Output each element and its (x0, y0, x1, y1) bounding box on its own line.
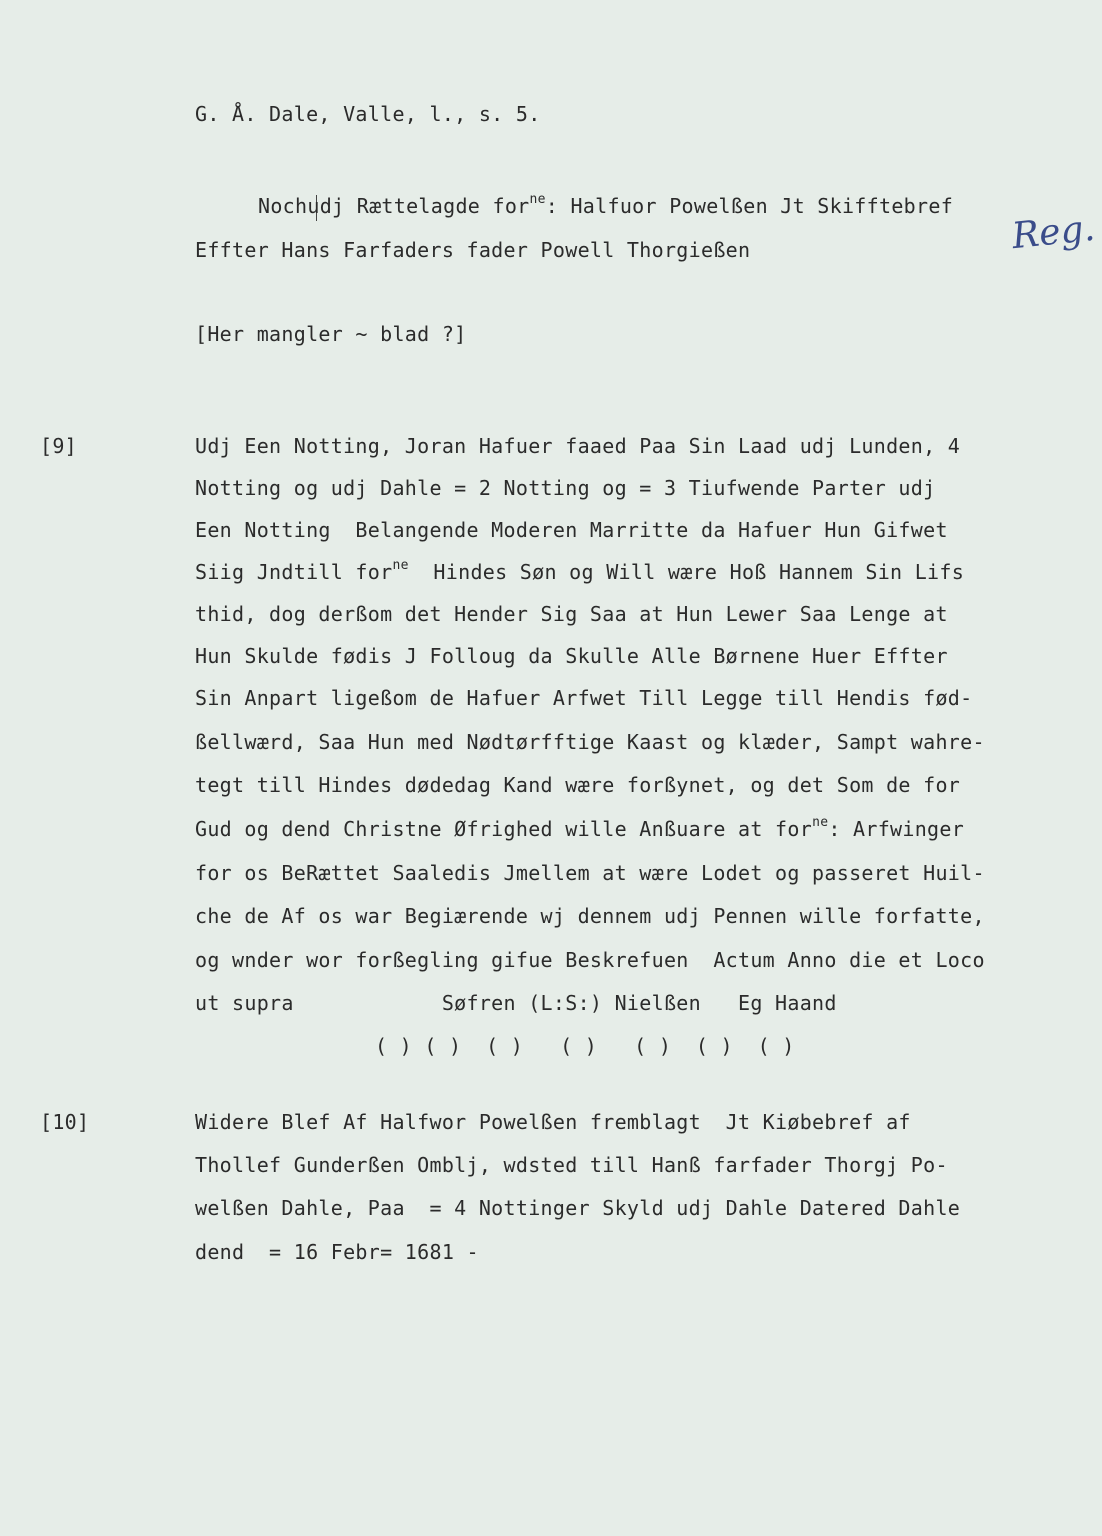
text-line: Siig Jndtill for$^{ne}$ Hindes Søn og Will wære Hoß Hannem Sin Lifs (195, 558, 965, 584)
text-line: Hun Skulde fødis J Folloug da Skulle Alle Børnene Huer Effter (195, 644, 948, 668)
text-line: thid, dog derßom det Hender Sig Saa at Hun Lewer Saa Lenge at (195, 602, 948, 626)
text-line: che de Af os war Begiærende wj dennem udj Pennen wille forfatte, (195, 904, 985, 928)
text-line: Udj Een Notting, Joran Hafuer faaed Paa Sin Laad udj Lunden, 4 (195, 434, 961, 458)
text-line: Thollef Gunderßen Omblj, wdsted till Hanß farfader Thorgj Po- (195, 1153, 948, 1177)
signature-line: ut supra Søfren (L:S:) Nielßen Eg Haand (195, 991, 837, 1015)
text-line: ßellwærd, Saa Hun med Nødtørfftige Kaast og klæder, Sampt wahre- (195, 730, 985, 754)
text-line: Widere Blef Af Halfwor Powelßen fremblagt Jt Kiøbebref af (195, 1110, 911, 1134)
document-header: G. Å. Dale, Valle, l., s. 5. (195, 102, 541, 126)
text-line: Gud og dend Christne Øfrighed wille Anßuare at for$^{ne}$: Arfwinger (195, 815, 965, 841)
section-number-9: [9] (40, 434, 78, 458)
intro-line-2: Effter Hans Farfaders fader Powell Thorgießen (195, 238, 751, 262)
text-line: Een Notting Belangende Moderen Marritte da Hafuer Hun Gifwet (195, 518, 948, 542)
missing-leaf-note: [Her mangler ~ blad ?] (195, 322, 467, 346)
section-number-10: [10] (40, 1110, 90, 1134)
text-line: Notting og udj Dahle = 2 Notting og = 3 Tiufwende Parter udj (195, 476, 936, 500)
intro-line-1: Nochudj Rættelagde for$^{ne}$: Halfuor Powelßen Jt Skifftebref (258, 192, 954, 218)
text-line: welßen Dahle, Paa = 4 Nottinger Skyld udj Dahle Datered Dahle (195, 1196, 961, 1220)
handwritten-margin-note: Reg. (1010, 207, 1097, 258)
seal-placeholders: ( ) ( ) ( ) ( ) ( ) ( ) ( ) (375, 1034, 795, 1058)
text-line: og wnder wor forßegling gifue Beskrefuen Actum Anno die et Loco (195, 948, 985, 972)
text-line: for os BeRættet Saaledis Jmellem at wære Lodet og passeret Huil- (195, 861, 985, 885)
text-line: Sin Anpart ligeßom de Hafuer Arfwet Till Legge till Hendis fød- (195, 686, 973, 710)
text-line: tegt till Hindes dødedag Kand wære forßynet, og det Som de for (195, 773, 961, 797)
text-line: dend = 16 Febr= 1681 - (195, 1240, 479, 1264)
